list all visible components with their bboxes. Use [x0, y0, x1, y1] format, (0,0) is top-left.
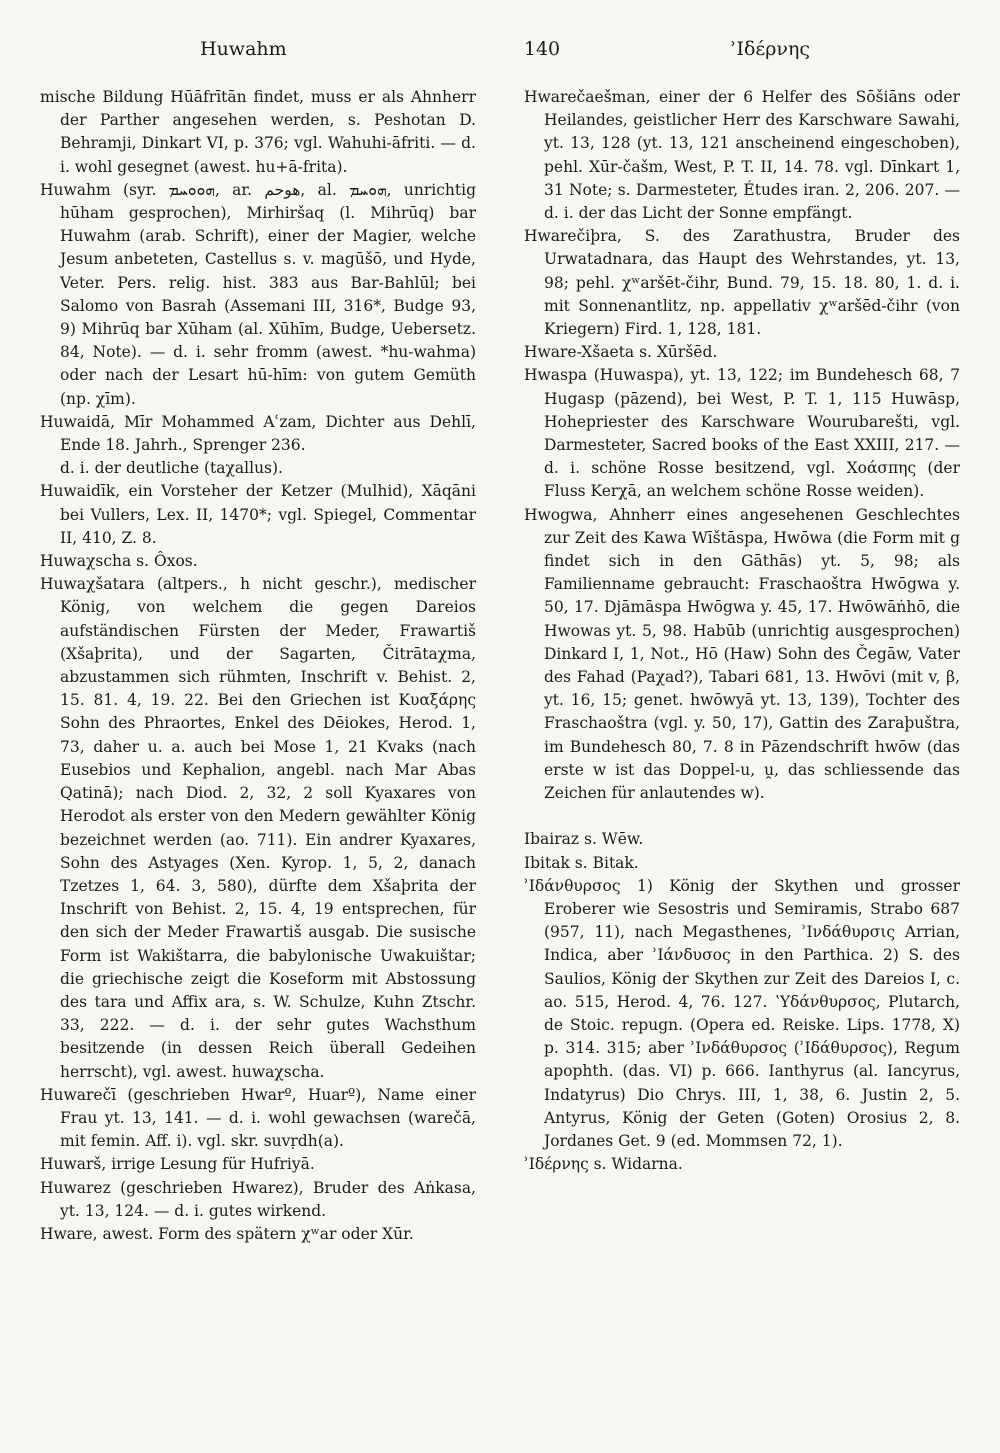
- dictionary-entry: Huwarez (geschrieben Hwarez), Bruder des Aṅkasa, yt. 13, 124. — d. i. gutes wirkend.: [40, 1178, 476, 1220]
- dictionary-entry: Hwogwa, Ahnherr eines angesehenen Geschlechtes zur Zeit des Kawa Wīštāspa, Hwōwa (die Form mit g findet sich in den Gāthās) yt. 5, 98; als Familienname gebraucht: Fraschaoštra Hwōgwa y. 50, 17. Djāmāspa Hwōgwa y. 45, 17. Hwōwāṅhō, die Hwowas yt. 5, 98. Habūb (unrichtig ausgesprochen) Dinkard I, 1, Not., Hō (Haw) Sohn des Čegāw, Vater des Fahad (Paχad?), Tabari 681, 13. Hwōvi (mit v, β, yt. 16, 15; genet. hwōwyā yt. 13, 139), Tochter des Fraschaoštra (vgl. y. 50, 17), Gattin des Zaraþuštra, im Bundehesch 80, 7. 8 in Pāzendschrift hwōw (das erste w ist das Doppel-u, u̯, das schliessende das Zeichen für anlautendes w).: [524, 505, 960, 803]
- dictionary-entry: d. i. der deutliche (taχallus).: [60, 459, 283, 478]
- dictionary-entry: Hwaspa (Huwaspa), yt. 13, 122; im Bundehesch 68, 7 Hugasp (pāzend), bei West, P. T. 1, 115 Huwāsp, Hohepriester des Karschware Wourubarešti, vgl. Darmesteter, Sacred books of the East XXIII, 217. — d. i. schöne Rosse besitzend, vgl. Χοάσπης (der Fluss Kerχā, an welchem schöne Rosse weiden).: [524, 366, 960, 501]
- dictionary-entry: ʾIδάνθυρσος 1) König der Skythen und grosser Eroberer wie Sesostris und Semiramis, Strabo 687 (957, 11), nach Megasthenes, ʾIνδάθυρσις Arrian, Indica, aber ʾIάνδυσος in den Parthica. 2) S. des Saulios, König der Skythen zur Zeit des Dareios I, c. ao. 515, Herod. 4, 76. 127. ʽΥδάνθυρσος, Plutarch, de Stoic. repugn. (Opera ed. Reiske. Lips. 1778, X) p. 314. 315; aber ʾIνδάθυρσος (ʾIδάθυρσος), Regum apophth. (das. VI) p. 666. Ianthyrus (al. Iancyrus, Indatyrus) Dio Chrys. III, 1, 38, 6. Justin 2, 5. Antyrus, König der Geten (Goten) Orosius 2, 8. Jordanes Get. 9 (ed. Mommsen 72, 1).: [524, 876, 960, 1150]
- header-left-keyword: Huwahm: [200, 38, 287, 60]
- left-column: [40, 86, 476, 1246]
- page-header: [40, 38, 960, 66]
- dictionary-entry: Huwarš, irrige Lesung für Hufriyā.: [40, 1155, 315, 1174]
- dictionary-entry: Huwarečī (geschrieben Hwarº, Huarº), Name einer Frau yt. 13, 141. — d. i. wohl gewachsen (warečā, mit femin. Aff. i). vgl. skr. suvṛdh(a).: [40, 1085, 476, 1151]
- right-column: [524, 86, 960, 1176]
- dictionary-entry: Ibairaz s. Wēw.: [524, 830, 644, 849]
- dictionary-entry: Hware-Xšaeta s. Xūršēd.: [524, 343, 718, 362]
- dictionary-entry: Huwaχšatara (altpers., h nicht geschr.), medischer König, von welchem die gegen Dareios aufständischen Fürsten der Meder, Frawartiš (Xšaþrita), und der Sagarten, Čitrātaχma, abzustammen sich rühmten, Inschrift v. Behist. 2, 15. 81. 4, 19. 22. Bei den Griechen ist Κυαξάρης Sohn des Phraortes, Enkel des Dēiokes, Herod. 1, 73, daher u. a. auch bei Mose 1, 21 Kvaks (nach Eusebios und Kephalion, angebl. nach Mar Abas Qatinā); nach Diod. 2, 32, 2 soll Kyaxares von Herodot als erster von den Medern gewählter König bezeichnet werden (ao. 711). Ein andrer Kyaxares, Sohn des Astyages (Xen. Kyrop. 1, 5, 2, danach Tzetzes 1, 64. 3, 580), dürfte dem Xšaþrita der Inschrift von Behist. 2, 15. 4, 19 entsprechen, für den sich der Meder Frawartiš ausgab. Die susische Form ist Wakištarra, die babylonische Uwakuištar; die griechische zeigt die Koseform mit Abstossung des tara und Affix ara, s. W. Schulze, Kuhn Ztschr. 33, 222. — d. i. der sehr gutes Wachsthum besitzende (in dessen Reich überall Gedeihen herrscht), vgl. awest. huwaχscha.: [40, 575, 476, 1081]
- dictionary-entry: Huwaidā, Mīr Mohammed Aʿzam, Dichter aus Dehlī, Ende 18. Jahrh., Sprenger 236.: [40, 412, 476, 455]
- dictionary-entry: mische Bildung Hūāfrītān findet, muss er als Ahnherr der Parther angesehen werden, s. Peshotan D. Behramji, Dinkart VI, p. 376; vgl. Wahuhi-āfriti. — d. i. wohl gesegnet (awest. hu+ā-frita).: [40, 88, 476, 176]
- dictionary-entry: Hwarečiþra, S. des Zarathustra, Bruder des Urwatadnara, das Haupt des Wehrstandes, yt. 13, 98; pehl. χʷaršēt-čihr, Bund. 79, 15. 18. 80, 1. d. i. mit Sonnenantlitz, np. appellativ χʷaršēd-čihr (von Kriegern) Fird. 1, 128, 181.: [524, 227, 960, 339]
- entry-gap: [524, 805, 960, 828]
- header-right-keyword: ʾIδέρνης: [730, 38, 810, 60]
- dictionary-entry: Hware, awest. Form des spätern χʷar oder Xūr.: [40, 1224, 414, 1243]
- dictionary-entry: Hwarečaešman, einer der 6 Helfer des Sōšiāns oder Heilandes, geistlicher Herr des Karschware Sawahi, yt. 13, 128 (yt. 13, 121 anscheinend eingeschoben), pehl. Xūr-čašm, West, P. T. II, 14. 78. vgl. Dīnkart 1, 31 Note; s. Darmesteter, Études iran. 2, 206. 207. — d. i. der das Licht der Sonne empfängt.: [524, 88, 960, 223]
- page-number: 140: [523, 38, 561, 60]
- dictionary-entry: ʾIδέρνης s. Widarna.: [524, 1155, 683, 1174]
- dictionary-entry: Ibitak s. Bitak.: [524, 853, 639, 872]
- dictionary-entry: Huwaχscha s. Ôxos.: [40, 552, 198, 571]
- dictionary-entry: Huwahm (syr. ܗܘܘܚܡ, ar. هوحم, al. ܗܘܚܡ, unrichtig hūham gesprochen), Mirhiršaq (l. Mihrūq) bar Huwahm (arab. Schrift), einer der Magier, welche Jesum anbeteten, Castellus s. v. magūšō, und Hyde, Veter. Pers. relig. hist. 383 aus Bar-Bahlūl; bei Salomo von Basrah (Assemani III, 316*, Budge 93, 9) Mihrūq bar Xūham (al. Xūhīm, Budge, Uebersetz. 84, Note). — d. i. sehr fromm (awest. *hu-wahma) oder nach der Lesart hū-hīm: von gutem Gemüth (np. χīm).: [40, 180, 476, 408]
- dictionary-entry: Huwaidīk, ein Vorsteher der Ketzer (Mulhid), Xāqāni bei Vullers, Lex. II, 1470*; vgl. Spiegel, Commentar II, 410, Z. 8.: [40, 482, 476, 547]
